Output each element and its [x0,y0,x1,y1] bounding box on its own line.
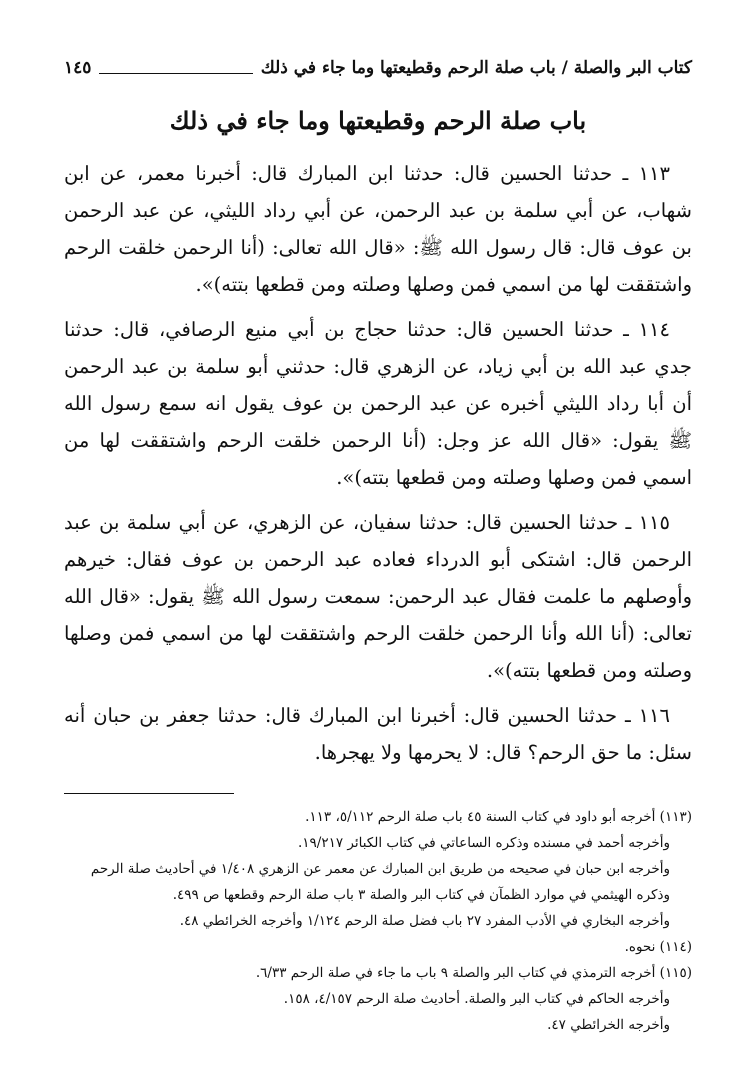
page-number: ١٤٥ [64,58,92,78]
header-rule [99,73,252,74]
footnote-line: وأخرجه ابن حبان في صحيحه من طريق ابن المبارك عن معمر عن الزهري ١/٤٠٨ في أحاديث صلة الرحم وذكره الهيثمي في موارد الظمآن في كتاب البر والصلة ٣ باب صلة الرحم وقطعها ص ٤٩٩. [90,861,670,903]
hadith-115: ١١٥ ـ حدثنا الحسين قال: حدثنا سفيان، عن الزهري، عن أبي سلمة بن عبد الرحمن قال: اشتكى أبو الدرداء فعاده عبد الرحمن بن عوف فقال: خيرهم وأوصلهم ما علمت فقال عبد الرحمن: سمعت رسول الله ﷺ يقول: «قال الله تعالى: (أنا الله وأنا الرحمن خلقت الرحم واشتققت لها من اسمي فمن وصلها وصلته ومن قطعها بتته)». [64,511,692,682]
footnote-line: وأخرجه البخاري في الأدب المفرد ٢٧ باب فضل صلة الرحم ١/١٢٤ وأخرجه الخرائطي ٤٨. [179,913,670,929]
footnote-line: وأخرجه الخرائطي ٤٧. [547,1017,670,1033]
footnote-line: (١١٥) أخرجه الترمذي في كتاب البر والصلة ٩ باب ما جاء في صلة الرحم ٦/٣٣. [255,965,692,981]
footnote-line: وأخرجه أحمد في مسنده وذكره الساعاتي في كتاب الكبائر ١٩/٢١٧. [298,835,670,851]
chapter-title: باب صلة الرحم وقطيعتها وما جاء في ذلك [169,106,587,135]
hadith-116: ١١٦ ـ حدثنا الحسين قال: أخبرنا ابن المبارك قال: حدثنا جعفر بن حبان أنه سئل: ما حق الرحم؟ قال: لا يحرمها ولا يهجرها. [64,704,692,764]
hadith-114: ١١٤ ـ حدثنا الحسين قال: حدثنا حجاج بن أبي منيع الرصافي، قال: حدثنا جدي عبد الله بن أبي زياد، عن الزهري قال: حدثني أبو سلمة بن عبد الرحمن أن أبا رداد الليثي أخبره عن عبد الرحمن بن عوف يقول انه سمع رسول الله ﷺ يقول: «قال الله عز وجل: (أنا الرحمن خلقت الرحم واشتققت لها من اسمي فمن وصلها وصلته ومن قطعها بتته)». [64,318,692,489]
running-header-title: كتاب البر والصلة / باب صلة الرحم وقطيعتها وما جاء في ذلك [260,58,692,78]
running-header [64,52,692,84]
footnote-line: (١١٣) أخرجه أبو داود في كتاب السنة ٤٥ باب صلة الرحم ٥/١١٢، ١١٣. [305,809,692,825]
footnote-line: (١١٤) نحوه. [624,939,692,955]
book-page [64,52,692,1038]
footnote-separator [64,793,234,794]
footnotes [64,804,692,1038]
hadith-113: ١١٣ ـ حدثنا الحسين قال: حدثنا ابن المبارك قال: أخبرنا معمر، عن ابن شهاب، عن أبي سلمة بن عبد الرحمن، عن أبي رداد الليثي، عن عبد الرحمن بن عوف قال: قال رسول الله ﷺ: «قال الله تعالى: (أنا الرحمن خلقت الرحم واشتققت لها من اسمي فمن وصلها وصلته ومن قطعها بتته)». [64,162,692,296]
footnote-line: وأخرجه الحاكم في كتاب البر والصلة. أحاديث صلة الرحم ٤/١٥٧، ١٥٨. [283,991,670,1007]
